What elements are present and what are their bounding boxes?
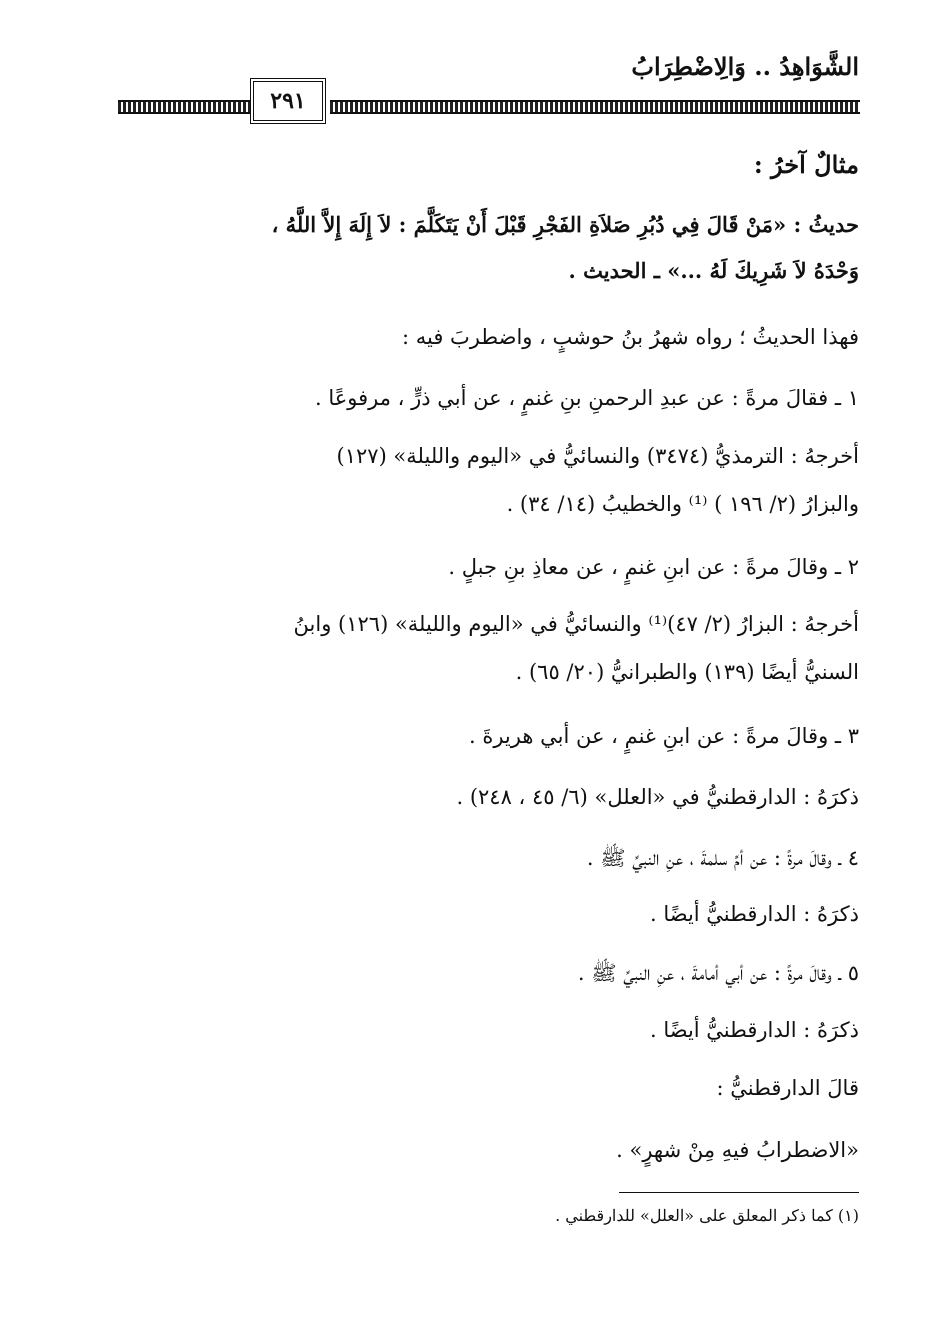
- intro-paragraph: فهذا الحديثُ ؛ رواه شهرُ بنُ حوشبٍ ، واضطربَ فيه :: [401, 325, 859, 349]
- daraqutni-said: قالَ الدارقطنيُّ :: [716, 1076, 859, 1100]
- list-item-4-source: ذكرَهُ : الدارقطنيُّ أيضًا .: [649, 902, 859, 926]
- list-item-5-source: ذكرَهُ : الدارقطنيُّ أيضًا .: [649, 1018, 859, 1042]
- list-item-2-source-line1: أخرجهُ : البزارُ (٢/ ٤٧)⁽¹⁾ والنسائيُّ في «اليوم والليلة» (١٢٦) وابنُ: [293, 612, 859, 636]
- list-item-4: ٤ ـ وقالَ مرةً : عن أمِّ سلمةَ ، عنِ النبيِّ ﷺ .: [586, 846, 859, 870]
- list-item-1: ١ ـ فقالَ مرةً : عن عبدِ الرحمنِ بنِ غنمٍ ، عن أبي ذرٍّ ، مرفوعًا .: [314, 386, 859, 410]
- list-item-2-source-line2: السنيُّ أيضًا (١٣٩) والطبرانيُّ (٢٠/ ٦٥) .: [515, 660, 859, 684]
- header-rule-right: [330, 100, 860, 114]
- list-item-5: ٥ ـ وقالَ مرةً : عن أبي أمامةَ ، عنِ النبيِّ ﷺ .: [577, 961, 859, 985]
- footnote: (١) كما ذكر المعلق على «العلل» للدارقطني .: [555, 1206, 859, 1225]
- list-item-3: ٣ ـ وقالَ مرةً : عن ابنِ غنمٍ ، عن أبي هريرةَ .: [468, 724, 859, 748]
- list-item-1-source-line2: والبزارُ (٢/ ١٩٦ ) ⁽¹⁾ والخطيبُ (١٤/ ٣٤) .: [506, 492, 859, 516]
- hadith-text-line1: حديثُ : «مَنْ قَالَ فِي دُبُرِ صَلاَةِ الفَجْرِ قَبْلَ أَنْ يَتَكَلَّمَ : لاَ إِلَهَ إِلاَّ اللَّهُ ،: [271, 212, 859, 237]
- page-number: ٢٩١: [250, 78, 326, 124]
- list-item-2: ٢ ـ وقالَ مرةً : عن ابنِ غنمٍ ، عن معاذِ بنِ جبلٍ .: [448, 555, 859, 579]
- header-rule-left: [118, 100, 250, 114]
- running-header-title: الشَّوَاهِدُ .. وَالِاضْطِرَابُ: [631, 52, 859, 81]
- list-item-1-source-line1: أخرجهُ : الترمذيُّ (٣٤٧٤) والنسائيُّ في «اليوم والليلة» (١٢٧): [336, 444, 859, 468]
- section-heading: مثالٌ آخرُ :: [753, 150, 859, 179]
- list-item-3-source: ذكرَهُ : الدارقطنيُّ في «العلل» (٦/ ٤٥ ، ٢٤٨) .: [456, 785, 859, 809]
- hadith-text-line2: وَحْدَهُ لاَ شَرِيكَ لَهُ ...» ـ الحديث .: [568, 258, 859, 283]
- footnote-separator: [619, 1192, 859, 1193]
- quote: «الاضطرابُ فيهِ مِنْ شهرٍ» .: [616, 1138, 859, 1162]
